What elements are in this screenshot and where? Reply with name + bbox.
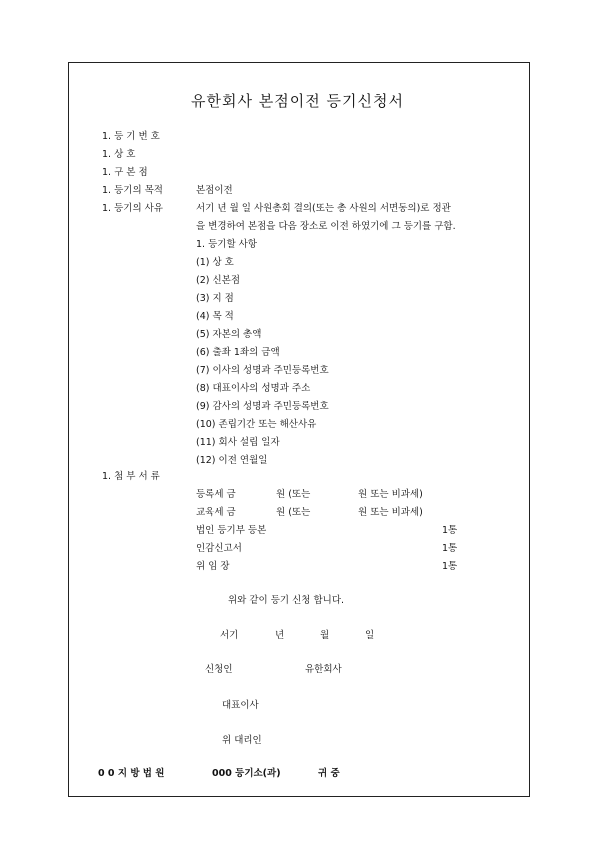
field-label-purpose: 1. 등기의 목적	[102, 185, 163, 196]
registration-item: (11) 회사 설립 일자	[196, 437, 280, 448]
attachment-name: 교육세 금	[196, 507, 236, 518]
footer-court: 0 0 지 방 법 원	[98, 768, 165, 779]
date-month: 월	[320, 630, 330, 641]
agent-label: 위 대리인	[222, 735, 262, 746]
field-label-registration-number: 1. 등 기 번 호	[102, 131, 160, 142]
field-label-reason: 1. 등기의 사유	[102, 203, 163, 214]
date-era: 서기	[220, 630, 239, 641]
registration-item: (9) 감사의 성명과 주민등록번호	[196, 401, 329, 412]
registration-item: (8) 대표이사의 성명과 주소	[196, 383, 311, 394]
company-label: 유한회사	[305, 664, 342, 675]
attachments-label: 1. 첨 부 서 류	[102, 471, 160, 482]
registration-item: (12) 이전 연월일	[196, 455, 268, 466]
registration-items-header: 1. 등기할 사항	[196, 239, 257, 250]
statement: 위와 같이 등기 신청 합니다.	[228, 595, 345, 606]
footer-registry: 000 등기소(과)	[212, 768, 281, 779]
attachment-unit: 원 또는 비과세)	[358, 507, 423, 518]
date-day: 일	[365, 630, 375, 641]
registration-item: (7) 이사의 성명과 주민등록번호	[196, 365, 329, 376]
attachment-name: 법인 등기부 등본	[196, 525, 267, 536]
footer-suffix: 귀 중	[318, 768, 340, 779]
attachment-count: 1통	[442, 543, 458, 554]
registration-item: (10) 존립기간 또는 해산사유	[196, 419, 317, 430]
reason-line: 서기 년 월 일 사원총회 결의(또는 총 사원의 서면동의)로 정관	[196, 203, 451, 214]
field-value-purpose: 본점이전	[196, 185, 233, 196]
attachment-name: 인감신고서	[196, 543, 242, 554]
attachment-count: 1통	[442, 561, 458, 572]
attachment-unit: 원 (또는	[276, 489, 311, 500]
page-title: 유한회사 본점이전 등기신청서	[191, 92, 404, 110]
attachment-unit: 원 (또는	[276, 507, 311, 518]
attachment-count: 1통	[442, 525, 458, 536]
registration-item: (5) 자본의 총액	[196, 329, 262, 340]
reason-line: 을 변경하여 본점을 다음 장소로 이전 하였기에 그 등기를 구함.	[196, 221, 456, 232]
registration-item: (3) 지 점	[196, 293, 234, 304]
field-label-old-head-office: 1. 구 본 점	[102, 167, 148, 178]
registration-item: (4) 목 적	[196, 311, 234, 322]
attachment-name: 등록세 금	[196, 489, 236, 500]
attachment-unit: 원 또는 비과세)	[358, 489, 423, 500]
applicant-label: 신청인	[205, 664, 233, 675]
date-year: 년	[275, 630, 285, 641]
attachment-name: 위 임 장	[196, 561, 230, 572]
registration-item: (6) 출좌 1좌의 금액	[196, 347, 280, 358]
field-label-trade-name: 1. 상 호	[102, 149, 136, 160]
registration-item: (2) 신본점	[196, 275, 241, 286]
representative-label: 대표이사	[222, 700, 259, 711]
registration-item: (1) 상 호	[196, 257, 234, 268]
